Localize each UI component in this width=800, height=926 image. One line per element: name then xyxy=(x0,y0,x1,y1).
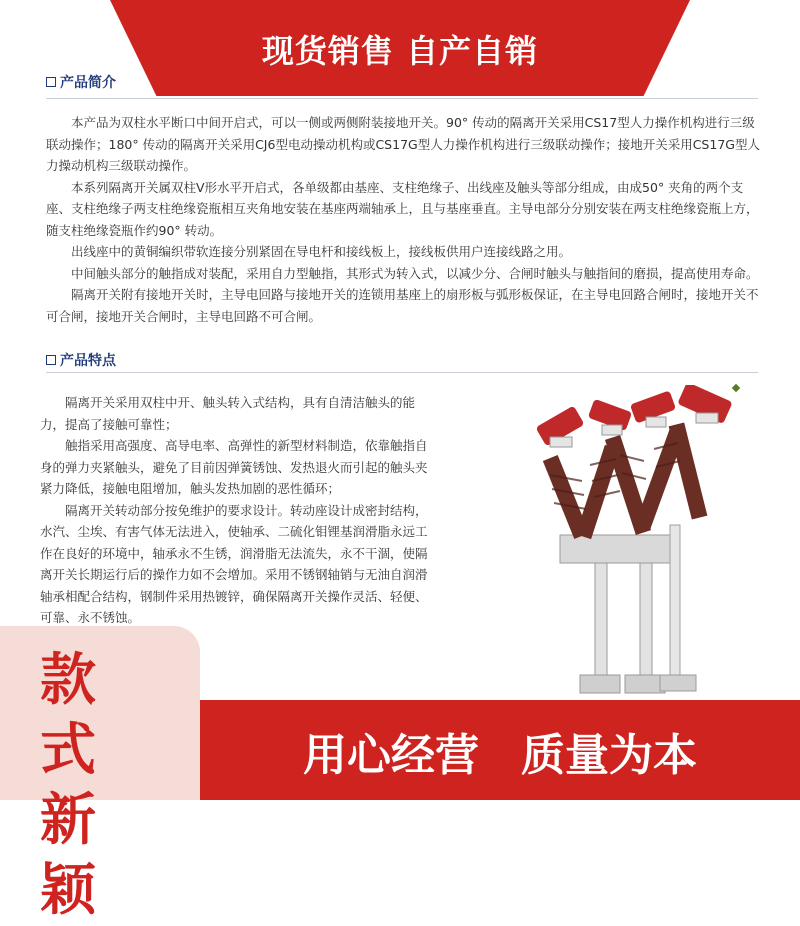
badge-line-1: 款式 xyxy=(40,648,114,783)
features-divider xyxy=(46,372,758,373)
intro-paragraph: 本系列隔离开关属双柱V形水平开启式，各单级都由基座、支柱绝缘子、出线座及触头等部分组成，由成50° 夹角的两个支座、支柱绝缘子两支柱绝缘瓷瓶相互夹角地安装在基座两端轴承上，且与基座垂直。主导电部分分别安装在两支柱绝缘瓷瓶上方，随支柱绝缘瓷瓶作约90° 转动。 xyxy=(46,179,759,238)
intro-paragraph: 中间触头部分的触指成对装配，采用自力型触指，其形式为转入式，以减少分、合闸时触头与触指间的磨损，提高使用寿命。 xyxy=(71,265,759,281)
section-square-icon xyxy=(46,355,56,365)
section-square-icon xyxy=(46,77,56,87)
banner-title: 现货销售 自产自销 xyxy=(261,32,539,70)
slogan-right: 质量为本 xyxy=(521,730,697,781)
features-heading xyxy=(46,350,116,370)
intro-body xyxy=(46,112,760,327)
feature-paragraph: 隔离开关转动部分按免维护的要求设计。转动座设计成密封结构，水汽、尘埃、有害气体无法进入，使轴承、二硫化钼锂基润滑脂永远工作在良好的环境中，轴承永不生锈，润滑脂无法流失，永不干涸，使隔离开关长期运行后的操作力如不会增加。采用不锈钢轴销与无油自润滑轴承相配合结构，钢制件采用热镀锌，确保隔离开关操作灵活、轻便、可靠、永不锈蚀。 xyxy=(40,502,428,625)
slogan xyxy=(200,716,800,786)
features-heading-label: 产品特点 xyxy=(60,353,116,369)
badge-line-2: 新颖 xyxy=(40,788,114,923)
intro-divider xyxy=(46,98,758,99)
intro-heading xyxy=(46,72,116,92)
intro-paragraph: 出线座中的黄铜编织带软连接分别紧固在导电杆和接线板上，接线板供用户连接线路之用。 xyxy=(71,244,572,259)
feature-paragraph: 触指采用高强度、高导电率、高弹性的新型材料制造，依靠触指自身的弹力夹紧触头，避免了目前因弹簧锈蚀、发热退火而引起的触头夹紧力降低，接触电阻增加，触头发热加剧的恶性循环； xyxy=(40,438,428,496)
disconnect-switch-image xyxy=(520,385,755,700)
slogan-left: 用心经营 xyxy=(303,730,479,781)
badge-text xyxy=(40,646,180,926)
features-body xyxy=(40,392,438,629)
intro-paragraph: 隔离开关附有接地开关时，主导电回路与接地开关的连锁用基座上的扇形板与弧形板保证，在主导电回路合闸时，接地开关不可合闸，接地开关合闸时，主导电回路不可合闸。 xyxy=(46,287,759,324)
intro-heading-label: 产品简介 xyxy=(60,75,116,91)
intro-paragraph: 本产品为双柱水平断口中间开启式，可以一侧或两侧附装接地开关。90° 传动的隔离开关采用CS17型人力操作机构进行三级联动操作；180° 传动的隔离开关采用CJ6型电动操动机构或CS17G型人力操作机构进行三级联动操作；接地开关采用CS17G型人力操动机构三级联动操作。 xyxy=(46,115,760,173)
feature-paragraph: 隔离开关采用双柱中开、触头转入式结构，具有自清洁触头的能力，提高了接触可靠性； xyxy=(40,395,416,432)
